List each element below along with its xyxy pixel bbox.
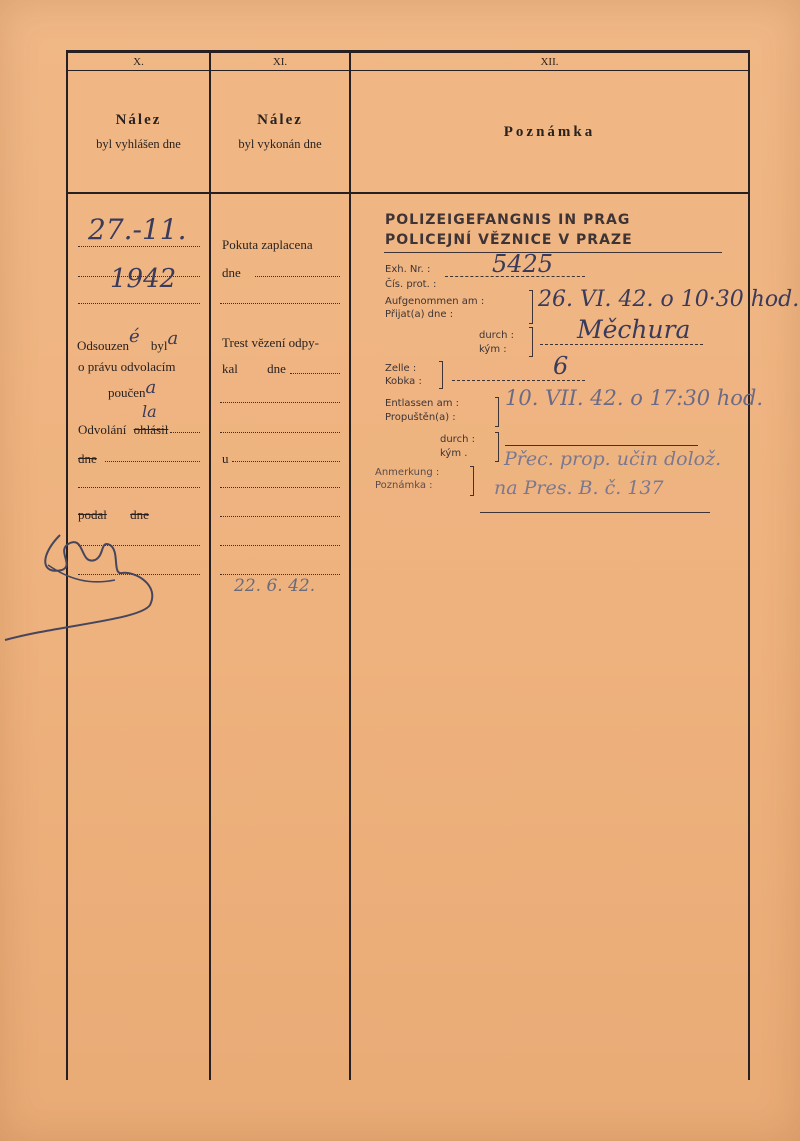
dotted-line: [220, 432, 340, 433]
appeal-label: [78, 423, 168, 436]
sentenced-label: [77, 326, 179, 354]
release-officer-bracket: [495, 432, 499, 462]
officer-line: [540, 344, 703, 345]
verdict-date-year: 1942: [110, 264, 177, 294]
prison-kal-text: kal: [222, 361, 238, 376]
instructed-suffix: a: [145, 377, 157, 398]
verdict-date-day: 27.-11.: [88, 213, 187, 246]
fine-paid-label: Pokuta zaplacena: [222, 237, 313, 252]
dotted-line: [78, 303, 200, 304]
appeal-text: Odvolání: [78, 422, 127, 437]
appeal-rights-label: o právu odvolacím: [78, 359, 176, 374]
dotted-line: [290, 373, 340, 374]
dotted-line: [78, 246, 200, 247]
dotted-line: [78, 487, 200, 488]
release-officer-label-cz: kým .: [440, 448, 468, 459]
admitted-label-de: Aufgenommen am :: [385, 296, 485, 307]
remark-bracket: [470, 466, 474, 496]
exh-label: Exh. Nr. :: [385, 264, 431, 275]
remark-line-2: na Pres. B. č. 137: [494, 477, 664, 499]
column-xi-subtitle: byl vykonán dne: [238, 137, 322, 151]
released-bracket: [495, 397, 499, 427]
top-rule: [66, 50, 750, 53]
dotted-line: [232, 461, 340, 462]
column-number-rule: [66, 70, 750, 71]
released-label-de: Entlassen am :: [385, 398, 459, 409]
column-x-title: Nález: [115, 112, 162, 128]
was-text: byl: [150, 338, 168, 353]
sentenced-suffix: é: [129, 326, 140, 347]
dotted-line: [105, 461, 200, 462]
filed-text: podal: [78, 507, 107, 522]
release-officer-label-de: durch :: [440, 434, 475, 445]
cell-bracket: [439, 361, 443, 389]
instructed-label: [108, 377, 157, 401]
column-divider-2: [349, 50, 351, 1080]
cell-line: [452, 380, 585, 381]
dotted-line: [220, 516, 340, 517]
announced-suffix: la: [142, 402, 157, 421]
admitted-bracket: [529, 290, 533, 324]
filed-label: [78, 508, 149, 521]
announced-text: ohlásil: [133, 422, 169, 437]
column-divider-1: [209, 50, 211, 1080]
column-number-x: X.: [133, 56, 144, 68]
filed-date-text: dne: [130, 507, 149, 522]
dotted-line: [220, 545, 340, 546]
dotted-line: [220, 303, 340, 304]
officer-name: Měchura: [577, 315, 691, 344]
was-suffix: a: [167, 328, 179, 349]
protocol-label: Čís. prot. :: [385, 279, 437, 290]
cell-label-de: Zelle :: [385, 363, 417, 374]
released-label-cz: Propuštěn(a) :: [385, 412, 456, 423]
admitted-datetime: 26. VI. 42. o 10·30 hod.: [538, 287, 800, 312]
dotted-line: [170, 432, 200, 433]
pencil-note: 22. 6. 42.: [234, 576, 316, 596]
remark-line: [480, 512, 710, 513]
remark-label-de: Anmerkung :: [375, 467, 440, 478]
at-label: u: [222, 451, 229, 466]
exh-number: 5425: [492, 250, 554, 278]
released-datetime: 10. VII. 42. o 17:30 hod.: [505, 386, 764, 410]
dotted-line: [78, 276, 200, 277]
cell-number: 6: [553, 352, 569, 380]
release-officer-line: [505, 445, 698, 446]
remark-line-1: Přec. prop. učin dolož.: [504, 448, 722, 470]
column-xii-title: Poznámka: [503, 124, 596, 140]
remark-label-cz: Poznámka :: [375, 480, 433, 491]
dotted-line: [220, 487, 340, 488]
right-border: [748, 50, 750, 1080]
stamp-line-czech: POLICEJNÍ VĚZNICE V PRAZE: [385, 232, 633, 248]
stamp-line-german: POLIZEIGEFANGNIS IN PRAG: [385, 212, 631, 228]
dotted-line: [220, 402, 340, 403]
dotted-line: [220, 574, 340, 575]
cell-label-cz: Kobka :: [385, 376, 422, 387]
prison-date-text: dne: [267, 361, 286, 376]
officer-label-cz: kým :: [479, 344, 507, 355]
header-bottom-rule: [66, 192, 750, 194]
prison-served-label: Trest vězení odpy-: [222, 335, 320, 350]
instructed-text: poučen: [108, 385, 146, 400]
column-x-subtitle: byl vyhlášen dne: [96, 137, 181, 151]
column-number-xi: XI.: [272, 56, 288, 68]
column-number-xii: XII.: [540, 56, 559, 68]
fine-date-label: dne: [222, 265, 241, 280]
sentenced-text: Odsouzen: [77, 338, 129, 353]
signature-mark: [0, 525, 200, 645]
admitted-label-cz: Přijat(a) dne :: [385, 309, 454, 320]
column-xi-title: Nález: [257, 112, 303, 128]
dotted-line: [255, 276, 340, 277]
prison-served-label-2: [222, 362, 286, 375]
officer-label-de: durch :: [479, 330, 514, 341]
officer-bracket: [529, 327, 533, 357]
appeal-date-label: dne: [78, 451, 97, 466]
